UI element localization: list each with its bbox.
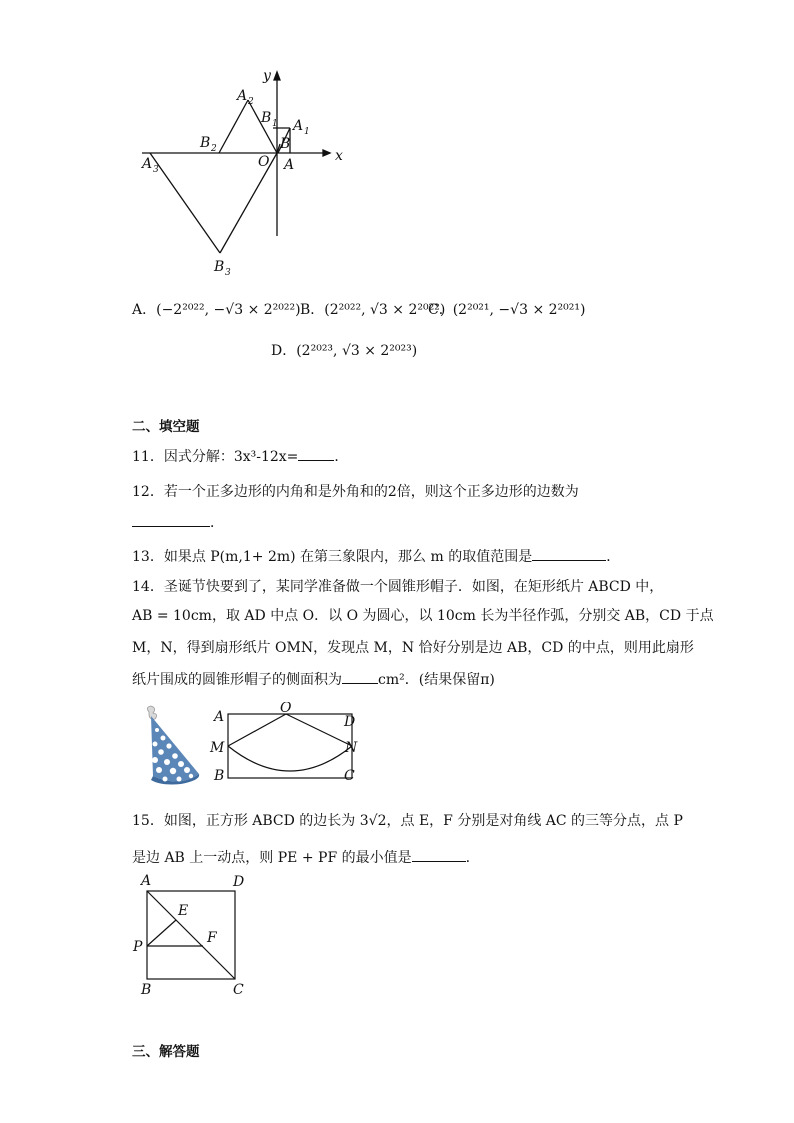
section-heading-solutions: 三、解答题 <box>132 1044 200 1060</box>
q12-answer-blank[interactable] <box>132 512 210 527</box>
label-b2-sub: 2 <box>211 144 217 154</box>
label-c: C <box>233 982 244 998</box>
label-d: D <box>233 874 245 890</box>
segment-on <box>286 714 352 746</box>
choice-b[interactable]: B．(2²⁰²², √3 × 2²⁰²²) <box>300 302 446 318</box>
label-n: N <box>345 740 358 756</box>
q13-end: ． <box>606 549 621 565</box>
q15-end: . <box>465 850 471 866</box>
question-14-line4 <box>132 669 495 690</box>
cone-hat-image <box>135 704 207 786</box>
segment-pe <box>147 920 176 946</box>
question-15-line1: 15．如图，正方形 ABCD 的边长为 3√2，点 E，F 分别是对角线 AC 的三等分点，点 P <box>132 813 683 829</box>
label-a: A <box>141 873 152 889</box>
q10-figure <box>130 60 360 285</box>
q15-text: 是边 AB 上一动点，则 PE + PF 的最小值是 <box>132 850 412 866</box>
label-o: O <box>258 154 270 170</box>
label-b3-sub: 3 <box>225 268 231 278</box>
question-13 <box>132 546 620 567</box>
label-a2: A <box>237 88 248 104</box>
label-a1-sub: 1 <box>304 127 310 137</box>
q14-answer-blank[interactable] <box>342 669 378 684</box>
choice-a[interactable]: A．(−2²⁰²², −√3 × 2²⁰²²) <box>132 302 301 318</box>
label-b3: B <box>214 259 225 275</box>
section-heading-fill-in: 二、填空题 <box>132 419 200 435</box>
label-b: B <box>280 136 291 152</box>
label-c: C <box>344 768 355 784</box>
choice-c[interactable]: C．(2²⁰²¹, −√3 × 2²⁰²¹) <box>428 302 586 318</box>
label-p: P <box>133 939 143 955</box>
q15-figure <box>130 870 250 1000</box>
label-a1: A <box>293 118 304 134</box>
label-y: y <box>263 68 271 84</box>
question-14-line1: 14．圣诞节快要到了，某同学准备做一个圆锥形帽子．如图，在矩形纸片 ABCD 中， <box>132 579 664 595</box>
label-m: M <box>210 740 225 756</box>
label-a3-sub: 3 <box>153 165 159 175</box>
y-axis-arrow <box>274 72 280 80</box>
label-o: O <box>280 702 292 716</box>
q14-text: 纸片围成的圆锥形帽子的侧面积为 <box>132 672 342 688</box>
question-14-line2: AB = 10cm，取 AD 中点 O．以 O 为圆心，以 10cm 长为半径作弧，分别交 AB，CD 于点 <box>132 608 714 624</box>
label-b2: B <box>200 135 211 151</box>
question-11 <box>132 446 348 467</box>
segment-b2-a2 <box>219 100 248 153</box>
label-x: x <box>335 148 343 164</box>
segment-a3-b3 <box>150 153 220 253</box>
q14-figure <box>208 702 368 786</box>
label-b: B <box>141 982 152 998</box>
q11-text: 11．因式分解：3x³-12x= <box>132 449 299 465</box>
question-14-line3: M，N，得到扇形纸片 OMN，发现点 M，N 恰好分别是边 AB，CD 的中点，则用此扇形 <box>132 640 694 656</box>
x-axis-arrow <box>323 150 330 156</box>
label-a: A <box>284 157 295 173</box>
diagonal-ac <box>147 891 235 979</box>
label-b1: B <box>261 110 272 126</box>
q15-answer-blank[interactable] <box>412 847 466 862</box>
q11-end: ． <box>334 449 349 465</box>
label-a2-sub: 2 <box>248 97 254 107</box>
label-b: B <box>214 768 225 784</box>
label-b1-sub: 1 <box>272 119 278 129</box>
question-12-line2 <box>132 512 224 533</box>
label-a: A <box>214 709 225 725</box>
q14-end: cm²．(结果保留π) <box>378 672 495 688</box>
choice-d[interactable]: D．(2²⁰²³, √3 × 2²⁰²³) <box>271 343 418 359</box>
q13-answer-blank[interactable] <box>532 546 606 561</box>
label-d: D <box>344 714 356 730</box>
arc-mn <box>228 746 352 771</box>
segment-om <box>228 714 286 746</box>
label-e: E <box>178 903 189 919</box>
q11-answer-blank[interactable] <box>298 446 334 461</box>
question-15-line2 <box>132 847 470 868</box>
rectangle-abcd <box>228 714 352 778</box>
question-12: 12．若一个正多边形的内角和是外角和的2倍，则这个正多边形的边数为 <box>132 484 579 500</box>
q13-text: 13．如果点 P(m,1+ 2m) 在第三象限内，那么 m 的取值范围是 <box>132 549 533 565</box>
q12-end: ． <box>210 515 224 531</box>
label-f: F <box>207 930 217 946</box>
label-a3: A <box>142 156 153 172</box>
